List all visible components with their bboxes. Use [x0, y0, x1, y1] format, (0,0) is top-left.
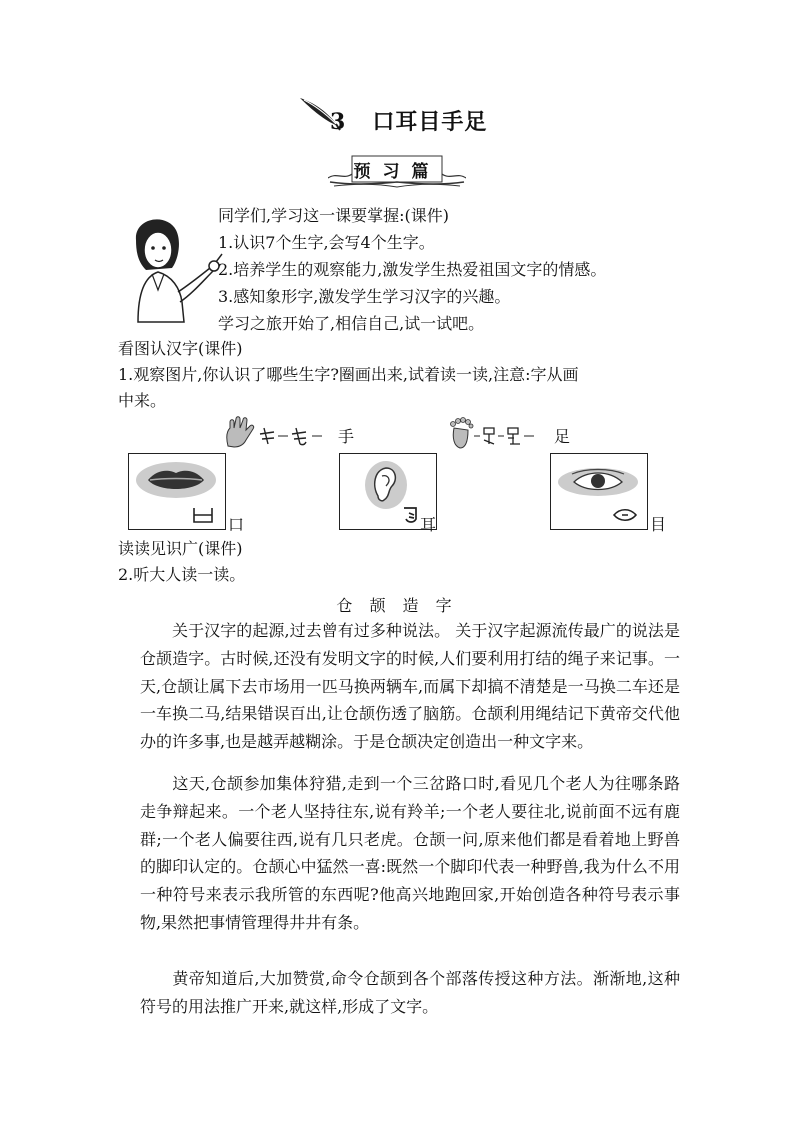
hand-character: 手	[338, 427, 355, 446]
eye-icon	[556, 466, 640, 498]
instruction-line: 1.观察图片,你认识了哪些生字?圈画出来,试着读一读,注意:字从画	[118, 365, 579, 384]
foot-character: 足	[554, 427, 571, 446]
story-paragraph-text: 黄帝知道后,大加赞赏,命令仓颉到各个部落传授这种方法。渐渐地,这种符号的用法推广开来,就这样,形成了文字。	[140, 969, 680, 1016]
foot-icon	[446, 416, 474, 450]
eye-character: 目	[650, 515, 667, 534]
teacher-illustration	[118, 210, 226, 330]
lesson-title	[330, 105, 487, 136]
eye-pictograph	[612, 508, 638, 522]
ear-character: 耳	[420, 515, 437, 534]
story-paragraph	[140, 617, 680, 756]
story-paragraph-text: 关于汉字的起源,过去曾有过多种说法。 关于汉字起源流传最广的说法是仓颉造字。古时候,还没有发明文字的时候,人们要利用打结的绳子来记事。一天,仓颉让属下去市场用一匹马换两辆车,而属下却搞不清楚是一马换二车还是一车换二马,结果错误百出,让仓颉伤透了脑筋。仓颉利用绳结记下黄帝交代他办的许多事,也是越弄越糊涂。于是仓颉决定创造出一种文字来。	[140, 621, 680, 752]
intro-lead: 同学们,学习这一课要掌握:(课件)	[218, 206, 449, 225]
mouth-icon	[134, 460, 218, 500]
ear-pictograph	[400, 505, 422, 525]
section-heading-picture: 看图认汉字(课件)	[118, 339, 243, 358]
story-paragraph-text: 这天,仓颉参加集体狩猎,走到一个三岔路口时,看见几个老人为往哪条路走争辩起来。一个老人坚持往东,说有羚羊;一个老人要往北,说前面不远有鹿群;一个老人偏要往西,说有几只老虎。仓颉一问,原来他们都是看着地上野兽的脚印认定的。仓颉心中猛然一喜:既然一个脚印代表一种野兽,我为什么不用一种符号来表示我所管的东西呢?他高兴地跑回家,开始创造各种符号表示事物,果然把事情管理得井井有条。	[140, 774, 680, 932]
section-banner: 预习篇	[353, 162, 441, 182]
instruction-line: 2.听大人读一读。	[118, 565, 246, 584]
lesson-name: 口耳目手足	[372, 109, 488, 135]
intro-closing: 学习之旅开始了,相信自己,试一试吧。	[218, 314, 485, 333]
goal-item: 3.感知象形字,激发学生学习汉字的兴趣。	[218, 287, 511, 306]
lesson-number: 3	[330, 109, 347, 135]
instruction-line: 中来。	[118, 391, 167, 410]
ear-icon	[364, 460, 408, 510]
hand-icon	[222, 416, 258, 450]
foot-evolution-strokes	[474, 424, 554, 448]
story-paragraph	[140, 770, 680, 937]
hand-evolution-strokes	[258, 424, 338, 448]
mouth-pictograph	[192, 506, 214, 524]
story-title: 仓 颉 造 字	[336, 596, 458, 615]
section-heading-reading: 读读见识广(课件)	[118, 539, 243, 558]
mouth-character: 口	[228, 515, 245, 534]
story-paragraph	[140, 965, 680, 1021]
goal-item: 1.认识7个生字,会写4个生字。	[218, 233, 435, 252]
goal-item: 2.培养学生的观察能力,激发学生热爱祖国文字的情感。	[218, 260, 607, 279]
